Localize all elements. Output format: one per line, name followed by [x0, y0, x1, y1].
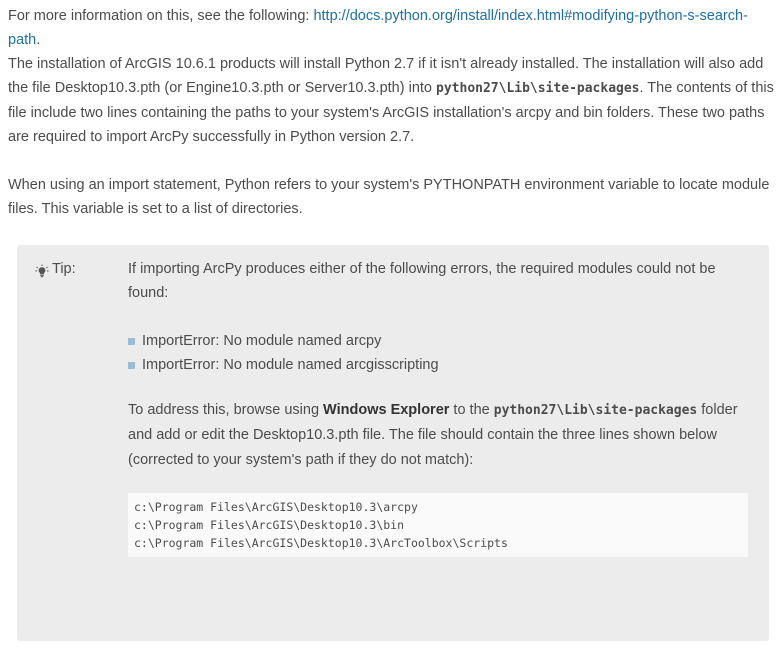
list-item	[128, 329, 758, 353]
code-line: c:\Program Files\ArcGIS\Desktop10.3\ArcToolbox\Scripts	[134, 536, 508, 550]
fix-text-part3: folder and add or edit the Desktop10.3.pth file. The file should contain the three lines shown below (corrected to your system's path if they do not match):	[128, 402, 738, 468]
error-list	[128, 329, 758, 377]
windows-explorer-text: Windows Explorer	[323, 402, 450, 418]
fix-text-part2: to the	[449, 402, 494, 418]
error-text: ImportError: No module named arcgisscripting	[142, 357, 439, 373]
site-packages-path-code: python27\Lib\site-packages	[493, 403, 698, 418]
bullet-square-icon	[128, 338, 135, 345]
intro-paragraph	[8, 4, 778, 52]
pythonpath-paragraph: When using an import statement, Python refers to your system's PYTHONPATH environment variable to locate module files. This variable is set to a list of directories.	[8, 177, 770, 217]
tip-label	[35, 257, 76, 281]
error-text: ImportError: No module named arcpy	[142, 333, 382, 349]
install-text-part1: The installation of ArcGIS 10.6.1 products will install Python 2.7 if it isn't already installed. The installation will also add the file Desktop10.3.pth (or Engine10.3.pth or Server10.3.pth) into	[8, 56, 764, 96]
lightbulb-icon	[35, 262, 49, 276]
site-packages-path-code: python27\Lib\site-packages	[436, 81, 640, 96]
pth-code-block	[128, 493, 748, 557]
tip-box	[17, 245, 769, 641]
tip-content	[128, 257, 758, 557]
bullet-square-icon	[128, 362, 135, 369]
installation-paragraph	[8, 52, 778, 149]
intro-prefix: For more information on this, see the following:	[8, 8, 314, 24]
list-item	[128, 353, 758, 377]
code-line: c:\Program Files\ArcGIS\Desktop10.3\arcpy	[134, 500, 418, 514]
install-text-part2: . The contents of this file include two lines containing the paths to your system's ArcGIS installation's arcpy and bin folders. These two paths are required to import ArcPy successfully in Python version 2.7.	[8, 80, 774, 145]
python-search-path-link[interactable]: http://docs.python.org/install/index.html#modifying-python-s-search-path	[8, 8, 748, 48]
code-line: c:\Program Files\ArcGIS\Desktop10.3\bin	[134, 518, 405, 532]
tip-intro: If importing ArcPy produces either of the following errors, the required modules could not be found:	[128, 261, 716, 301]
fix-text-part1: To address this, browse using	[128, 402, 324, 418]
intro-suffix: .	[36, 32, 41, 48]
fix-paragraph	[128, 398, 758, 473]
tip-label-text: Tip:	[52, 261, 76, 277]
